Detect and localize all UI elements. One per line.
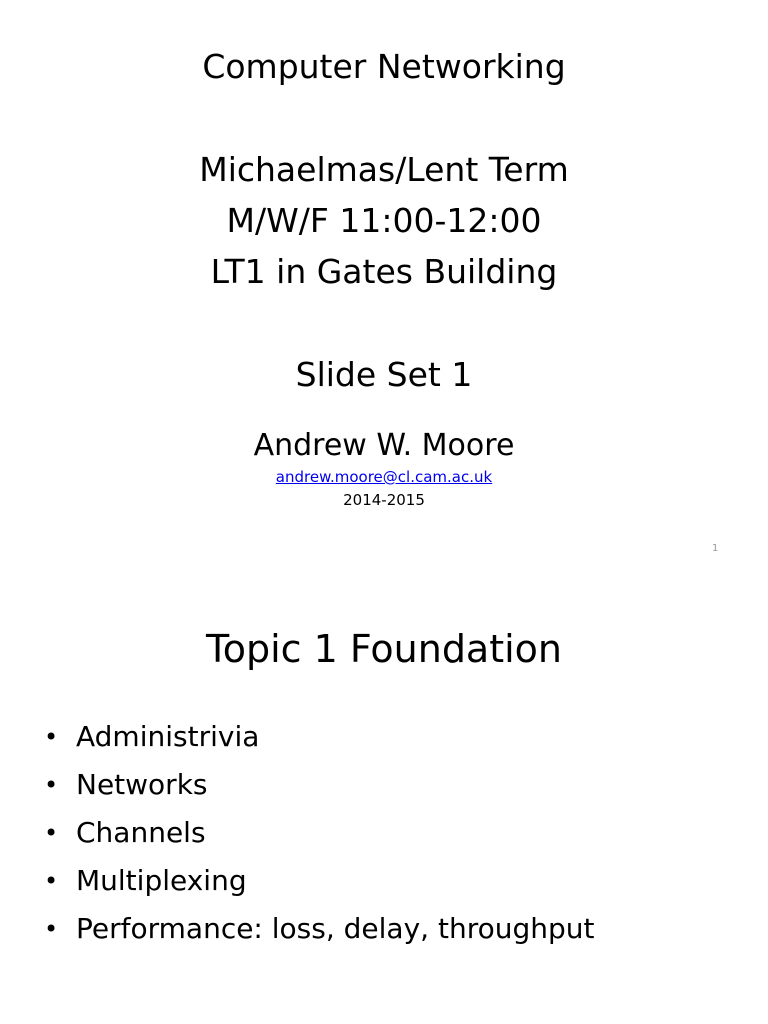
bullet-item xyxy=(0,862,768,910)
bullet-item xyxy=(0,910,768,958)
topic-bullet-list xyxy=(0,718,768,958)
academic-year: 2014-2015 xyxy=(343,491,425,509)
bullet-text: Administrivia xyxy=(76,720,260,753)
bullet-dot-icon: • xyxy=(44,723,59,751)
bullet-item xyxy=(0,814,768,862)
bullet-item xyxy=(0,718,768,766)
bullet-text: Channels xyxy=(76,816,206,849)
author-name: Andrew W. Moore xyxy=(253,428,515,463)
bullet-item xyxy=(0,766,768,814)
topic-slide xyxy=(0,576,768,1024)
bullet-dot-icon: • xyxy=(44,867,59,895)
bullet-text: Multiplexing xyxy=(76,864,247,897)
location-line: LT1 in Gates Building xyxy=(210,252,558,291)
slide-set-label: Slide Set 1 xyxy=(295,355,473,394)
course-title: Computer Networking xyxy=(202,47,566,86)
bullet-text: Performance: loss, delay, throughput xyxy=(76,912,595,945)
topic-title: Topic 1 Foundation xyxy=(205,627,563,671)
page-number: 1 xyxy=(712,543,719,554)
bullet-dot-icon: • xyxy=(44,915,59,943)
schedule-line: M/W/F 11:00-12:00 xyxy=(226,201,542,240)
bullet-dot-icon: • xyxy=(44,771,59,799)
bullet-dot-icon: • xyxy=(44,819,59,847)
term-line: Michaelmas/Lent Term xyxy=(199,150,569,189)
bullet-text: Networks xyxy=(76,768,208,801)
author-email-link[interactable]: andrew.moore@cl.cam.ac.uk xyxy=(275,468,493,486)
